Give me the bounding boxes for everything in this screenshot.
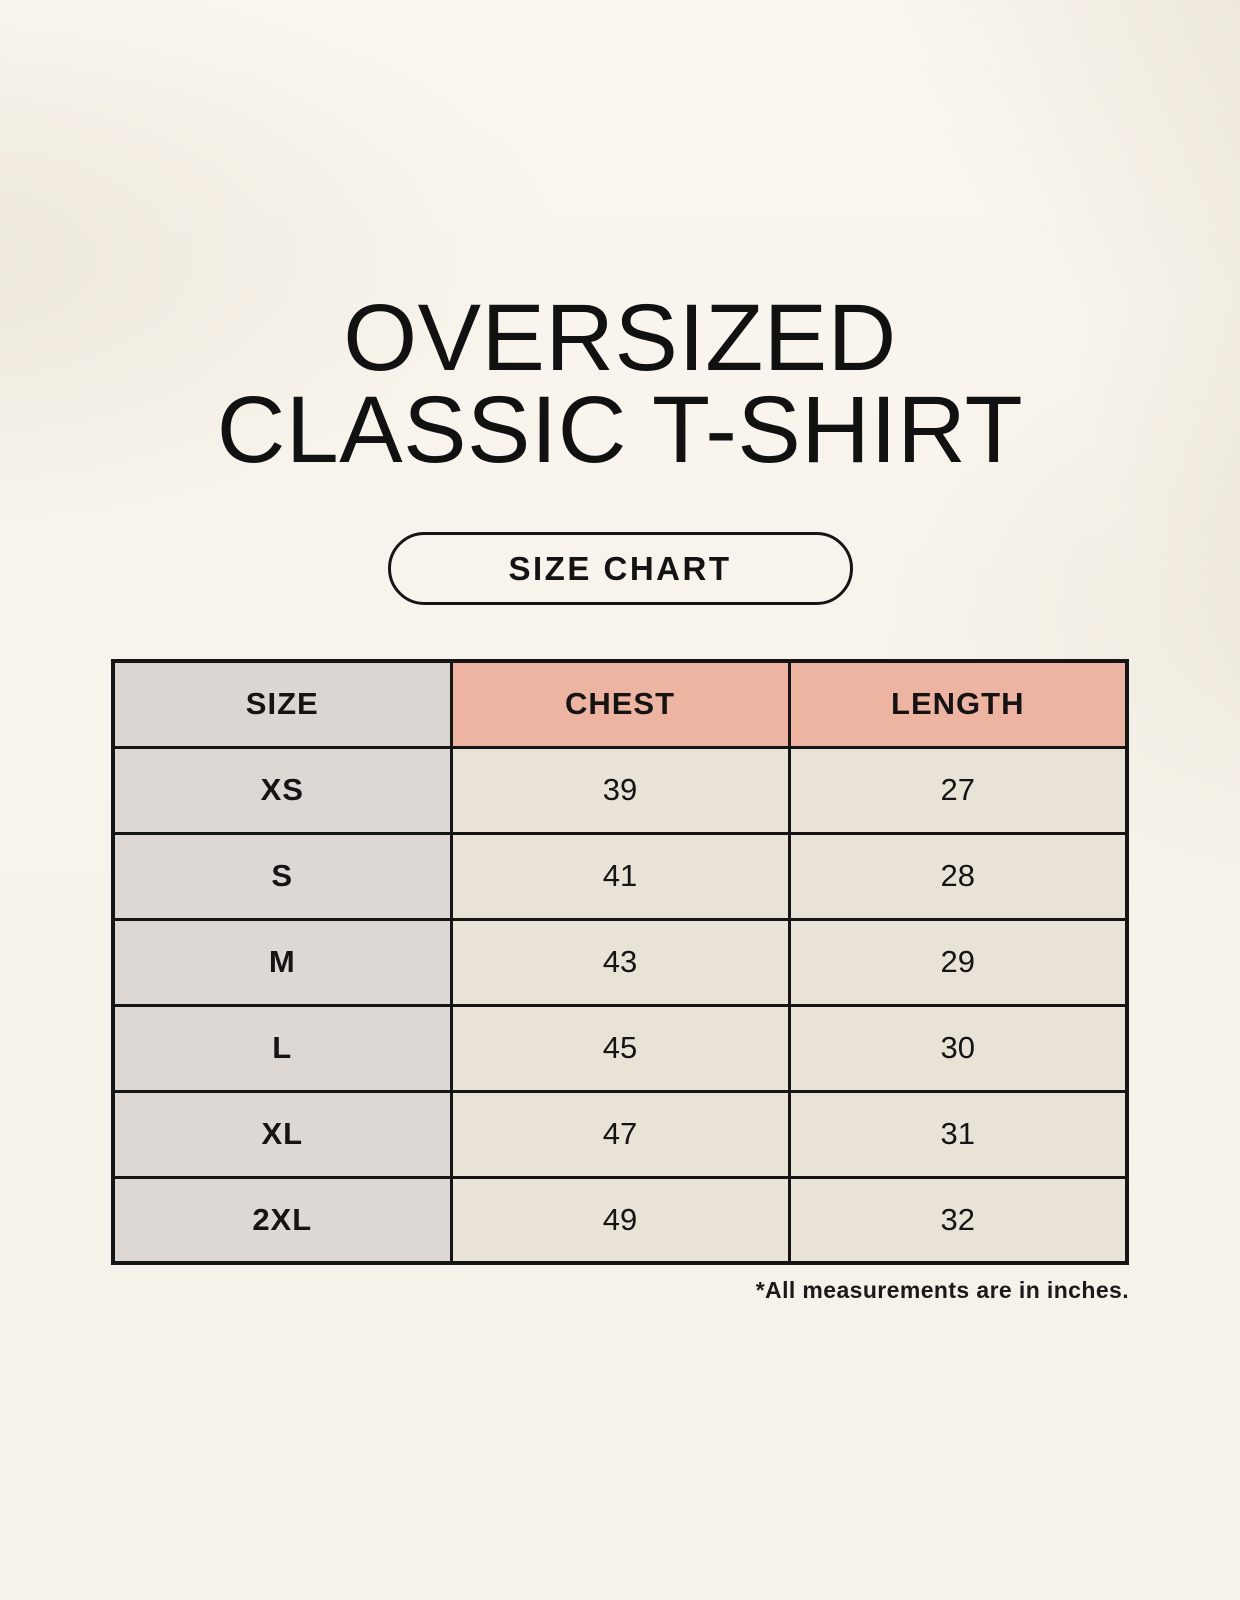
table-row: [113, 1005, 1127, 1091]
header-cell-size: SIZE: [113, 661, 451, 747]
header-cell-length: LENGTH: [789, 661, 1127, 747]
chest-cell: 39: [451, 747, 789, 833]
size-cell: L: [113, 1005, 451, 1091]
chest-cell: 49: [451, 1177, 789, 1263]
size-chart-badge-label: SIZE CHART: [508, 549, 732, 587]
size-table-body: [113, 747, 1127, 1263]
size-table-header: [113, 661, 1127, 747]
table-row: [113, 833, 1127, 919]
table-row: [113, 919, 1127, 1005]
chest-cell: 47: [451, 1091, 789, 1177]
measurements-footnote: *All measurements are in inches.: [755, 1277, 1129, 1303]
length-cell: 27: [789, 747, 1127, 833]
table-row: [113, 1177, 1127, 1263]
size-cell: 2XL: [113, 1177, 451, 1263]
size-chart-badge: [388, 532, 853, 605]
length-cell: 32: [789, 1177, 1127, 1263]
length-cell: 29: [789, 919, 1127, 1005]
size-table: [111, 659, 1129, 1265]
size-cell: S: [113, 833, 451, 919]
chest-cell: 45: [451, 1005, 789, 1091]
size-cell: XL: [113, 1091, 451, 1177]
product-title: [0, 285, 1240, 483]
table-row: [113, 747, 1127, 833]
chest-cell: 43: [451, 919, 789, 1005]
product-title-line1: OVERSIZED: [343, 285, 897, 391]
size-cell: M: [113, 919, 451, 1005]
header-row: [113, 661, 1127, 747]
header-cell-chest: CHEST: [451, 661, 789, 747]
length-cell: 30: [789, 1005, 1127, 1091]
product-title-line2: CLASSIC T-SHIRT: [216, 377, 1024, 483]
chest-cell: 41: [451, 833, 789, 919]
length-cell: 31: [789, 1091, 1127, 1177]
table-row: [113, 1091, 1127, 1177]
length-cell: 28: [789, 833, 1127, 919]
size-cell: XS: [113, 747, 451, 833]
